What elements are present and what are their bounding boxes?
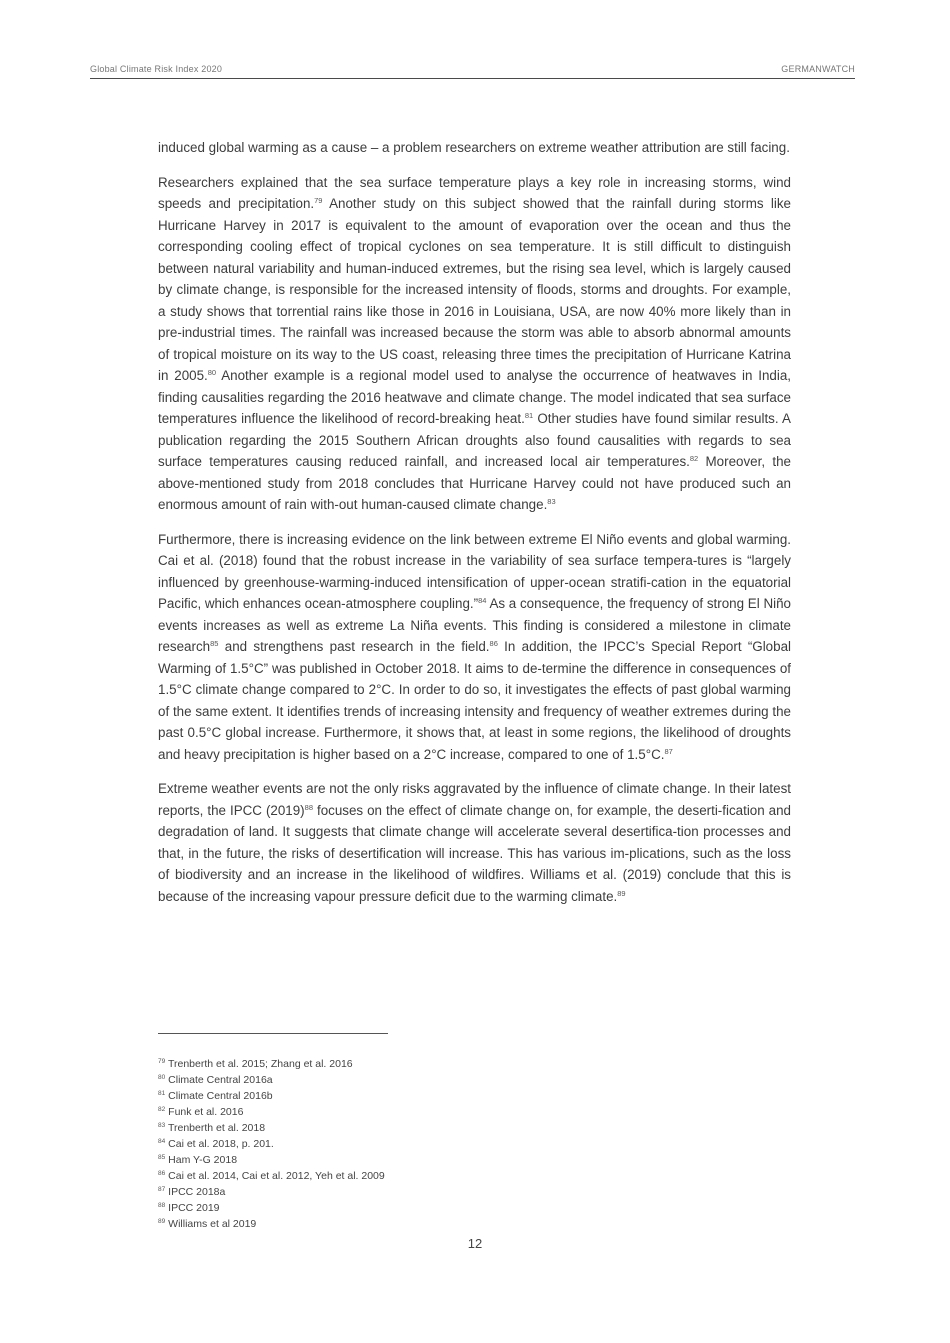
footnote-number: 83 <box>158 1122 166 1129</box>
body-text <box>158 137 791 920</box>
footnote-item <box>158 1104 658 1120</box>
page-header <box>90 64 855 79</box>
footnote-reference: 80 <box>207 368 217 377</box>
body-paragraph <box>158 529 791 766</box>
footnote-reference: 82 <box>689 454 699 463</box>
footnote-text: Funk et al. 2016 <box>168 1106 244 1118</box>
page-number: 12 <box>467 1236 483 1251</box>
footnote-number: 87 <box>158 1186 166 1193</box>
footnote-text: Climate Central 2016a <box>168 1074 273 1086</box>
footnote-reference: 85 <box>210 639 219 648</box>
footnote-number: 79 <box>158 1058 166 1065</box>
text-segment: Another example is a regional model used to analyse the occurrence of heatwaves in India, finding causalities regarding the 2016 heatwave and climate change. The model indicated that sea surface temperatures influence the likelihood of record-breaking heat. <box>158 368 791 426</box>
footnote-text: Cai et al. 2014, Cai et al. 2012, Yeh et al. 2009 <box>168 1170 385 1182</box>
text-segment: Extreme weather events are not the only risks aggravated by the influence of climate change. In their latest reports, the IPCC (2019) <box>158 781 791 818</box>
text-segment: In addition, the IPCC’s Special Report “Global Warming of 1.5°C” was published in October 2018. It aims to de-termine the difference in consequences of 1.5°C climate change compared to 2°C. In order to do so, it investigates the effects of past global warming of the same extent. It identifies trends of increasing intensity and frequency of weather extremes during the past 0.5°C global increase. Furthermore, it shows that, at least in some regions, the likelihood of droughts and heavy precipitation is higher based on a 2°C increase, compared to one of 1.5°C. <box>158 639 792 762</box>
footnote-item <box>158 1120 658 1136</box>
text-segment: Another study on this subject showed that the rainfall during storms like Hurricane Harvey in 2017 is equivalent to the amount of evaporation over the ocean and thus the corresponding cooling effect of tropical cyclones on sea temperature. It is still difficult to distinguish between natural variability and human-induced extremes, but the rising sea level, which is largely caused by climate change, is responsible for the increased intensity of floods, storms and droughts. For example, a study shows that torrential rains like those in 2016 in Louisiana, USA, are now 40% more likely than in pre-industrial times. The rainfall was increased because the storm was able to absorb abnormal amounts of tropical moisture on its way to the US coast, releasing three times the precipitation of Hurricane Katrina in 2005. <box>158 196 791 383</box>
footnote-reference: 87 <box>664 746 673 756</box>
body-paragraph <box>158 137 791 159</box>
footnote-reference: 84 <box>478 596 487 605</box>
footnote-text: Trenberth et al. 2015; Zhang et al. 2016 <box>167 1058 353 1070</box>
text-segment: Other studies have found similar results. A publication regarding the 2015 Southern African droughts also found causalities with regards to sea surface temperatures causing reduced rainfall, and increased local air temperatures. <box>158 411 791 469</box>
footnote-item <box>158 1072 658 1088</box>
footnote-reference: 86 <box>489 639 498 648</box>
footnote-item <box>158 1056 658 1072</box>
footnote-item <box>158 1152 658 1168</box>
text-segment: As a consequence, the frequency of strong El Niño events increases as well as extreme La Niña events. This finding is considered a milestone in climate research <box>158 596 791 654</box>
footnote-reference: 79 <box>314 196 323 205</box>
footnote-text: IPCC 2019 <box>168 1202 220 1214</box>
footnote-item <box>158 1088 658 1104</box>
footnote-number: 82 <box>158 1106 166 1113</box>
footnote-text: Cai et al. 2018, p. 201. <box>168 1138 274 1150</box>
footnote-number: 89 <box>158 1218 166 1225</box>
header-publisher: GERMANWATCH <box>781 64 855 74</box>
footnote-item <box>158 1168 658 1184</box>
footnote-number: 88 <box>158 1202 166 1209</box>
footnote-reference: 83 <box>547 497 556 506</box>
header-report-title: Global Climate Risk Index 2020 <box>90 64 223 74</box>
footnotes <box>158 1056 658 1232</box>
footnote-text: Ham Y-G 2018 <box>168 1154 238 1166</box>
footnote-number: 86 <box>158 1170 166 1177</box>
text-segment: Researchers explained that the sea surface temperature plays a key role in increasing storms, wind speeds and precipitation. <box>158 174 791 211</box>
footnote-text: Climate Central 2016b <box>168 1090 273 1102</box>
footnote-item <box>158 1200 658 1216</box>
footnote-reference: 88 <box>304 802 313 812</box>
footnote-reference: 81 <box>524 411 534 420</box>
footnote-text: IPCC 2018a <box>168 1186 226 1198</box>
footnote-text: Williams et al 2019 <box>168 1218 257 1230</box>
body-paragraph <box>158 172 791 516</box>
footnote-item <box>158 1136 658 1152</box>
text-segment: Furthermore, there is increasing evidence on the link between extreme El Niño events and global warming. Cai et al. (2018) found that the robust increase in the variability of sea surface tempera-tures is “largely influenced by greenhouse-warming-induced intensification of upper-ocean stratifi-cation in the equatorial Pacific, which enhances ocean-atmosphere coupling.” <box>158 531 791 611</box>
body-paragraph <box>158 778 791 907</box>
footnote-number: 85 <box>158 1154 166 1161</box>
footnote-number: 81 <box>158 1090 166 1097</box>
text-segment: focuses on the effect of climate change on, for example, the deserti-fication and degradation of land. It suggests that climate change will accelerate several desertifica-tion processes and that, in the future, the risks of desertification will increase. This has various im-plications, such as the loss of biodiversity and an increase in the likelihood of wildfires. Williams et al. (2019) conclude that this is because of the increasing vapour pressure deficit due to the warming climate. <box>158 802 792 904</box>
footnote-item <box>158 1184 658 1200</box>
footnote-reference: 89 <box>617 888 626 898</box>
text-segment: induced global warming as a cause – a problem researchers on extreme weather attribution are still facing. <box>158 140 790 155</box>
footnote-number: 80 <box>158 1074 166 1081</box>
text-segment: Moreover, the above-mentioned study from 2018 concludes that Hurricane Harvey could not have produced such an enormous amount of rain with-out human-caused climate change. <box>158 454 792 512</box>
footnote-text: Trenberth et al. 2018 <box>167 1122 266 1134</box>
footnote-divider <box>158 1033 388 1034</box>
text-segment: and strengthens past research in the field. <box>218 639 490 654</box>
footnote-item <box>158 1216 658 1232</box>
footnote-number: 84 <box>158 1138 166 1145</box>
